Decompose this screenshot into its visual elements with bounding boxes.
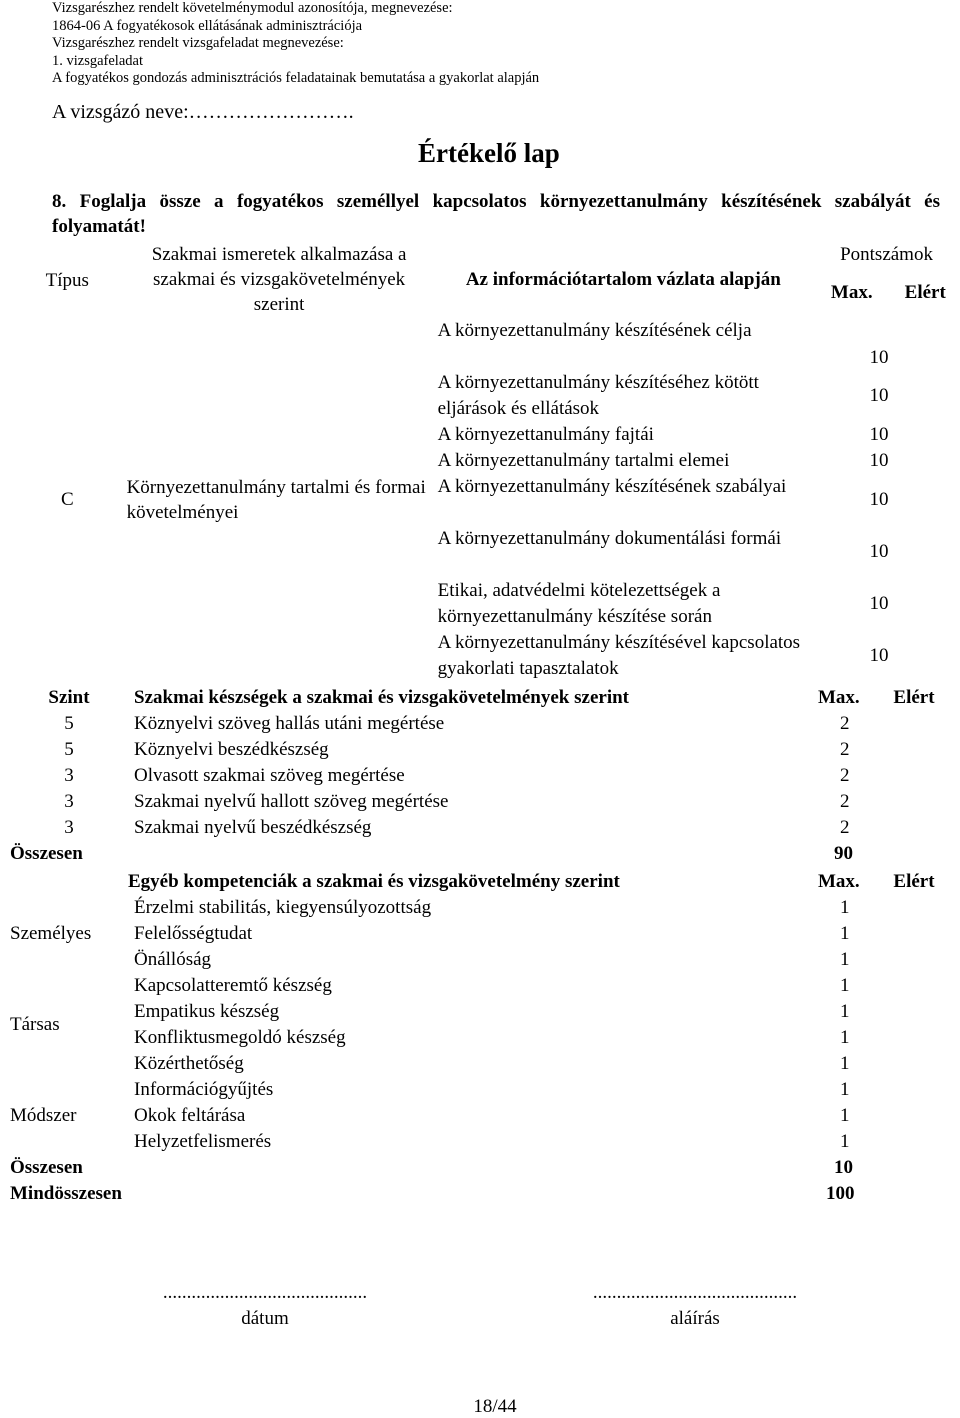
max-value: 10 bbox=[869, 450, 889, 471]
max-value: 10 bbox=[869, 645, 889, 667]
knowledge-value: Környezettanulmány tartalmi és formai követelményei bbox=[126, 476, 426, 523]
competency-achieved bbox=[874, 895, 954, 921]
competency-achieved bbox=[874, 947, 954, 973]
outline-item: A környezettanulmány dokumentálási formái bbox=[437, 528, 782, 549]
competency-achieved bbox=[874, 1051, 954, 1077]
header-line-5: A fogyatékos gondozás adminisztrációs feladatainak bemutatása a gyakorlat alapján bbox=[52, 70, 540, 87]
skills-row bbox=[10, 763, 954, 789]
max-value: 10 bbox=[869, 346, 889, 368]
task-statement: 8. Foglalja össze a fogyatékos személlyel kapcsolatos környezettanulmány készítésének szabályát és folyamatát! bbox=[52, 191, 940, 237]
competency-row bbox=[10, 895, 954, 921]
skill-max: 2 bbox=[840, 765, 850, 786]
skills-row bbox=[10, 737, 954, 763]
competency-max: 1 bbox=[840, 1105, 850, 1126]
competency-achieved bbox=[874, 921, 954, 947]
skills-header: Szakmai készségek a szakmai és vizsgakövetelmények szerint bbox=[134, 687, 629, 708]
skill-max: 2 bbox=[840, 791, 850, 812]
grand-total-max: 100 bbox=[826, 1183, 855, 1204]
achieved-value bbox=[890, 318, 960, 370]
document-header bbox=[52, 0, 539, 88]
skills-total-max: 90 bbox=[834, 843, 853, 864]
competency-max: 1 bbox=[840, 1027, 850, 1048]
max-value: 10 bbox=[869, 593, 889, 615]
skills-row bbox=[10, 711, 954, 737]
level-header: Szint bbox=[48, 687, 90, 708]
outline-item: A környezettanulmány fajtái bbox=[437, 424, 654, 445]
date-label: dátum bbox=[241, 1308, 289, 1329]
level-value: 3 bbox=[64, 817, 74, 838]
competency-row bbox=[10, 947, 954, 973]
level-value: 5 bbox=[64, 739, 74, 760]
knowledge-header: Szakmai ismeretek alkalmazása a szakmai és vizsgakövetelmények szerint bbox=[151, 244, 407, 315]
knowledge-table bbox=[10, 242, 960, 682]
date-signature-block bbox=[130, 1280, 400, 1332]
knowledge-header-row bbox=[10, 242, 960, 268]
type-value: C bbox=[60, 489, 74, 511]
competency-max: 1 bbox=[840, 897, 850, 918]
max-value: 10 bbox=[869, 541, 889, 563]
skill-name: Szakmai nyelvű beszédkészség bbox=[134, 817, 372, 838]
skills-achieved-header: Elért bbox=[893, 687, 935, 708]
competency-max: 1 bbox=[840, 1131, 850, 1152]
competency-row bbox=[10, 1077, 954, 1103]
group-social: Társas bbox=[10, 1014, 60, 1036]
competency-name: Helyzetfelismerés bbox=[134, 1131, 272, 1152]
competencies-header-row bbox=[10, 869, 954, 895]
competency-max: 1 bbox=[840, 923, 850, 944]
type-header: Típus bbox=[45, 269, 89, 291]
max-value: 10 bbox=[869, 385, 889, 407]
competencies-total-label: Összesen bbox=[10, 1157, 83, 1178]
max-value: 10 bbox=[869, 424, 889, 445]
skill-max: 2 bbox=[840, 713, 850, 734]
skills-total-row bbox=[10, 841, 954, 867]
header-line-2: 1864-06 A fogyatékosok ellátásának adminisztrációja bbox=[52, 17, 363, 34]
competency-max: 1 bbox=[840, 949, 850, 970]
competencies-table bbox=[10, 869, 954, 1207]
skill-achieved bbox=[874, 763, 954, 789]
competency-row bbox=[10, 1051, 954, 1077]
competency-name: Felelősségtudat bbox=[134, 923, 253, 944]
competency-name: Érzelmi stabilitás, kiegyensúlyozottság bbox=[134, 897, 432, 918]
skills-table bbox=[10, 685, 954, 867]
skill-name: Köznyelvi beszédkészség bbox=[134, 739, 329, 760]
competencies-total-max: 10 bbox=[834, 1157, 853, 1178]
knowledge-row bbox=[10, 318, 960, 370]
signature-field[interactable]: ........................................... bbox=[592, 1282, 798, 1303]
competency-name: Konfliktusmegoldó készség bbox=[134, 1027, 346, 1048]
competencies-total-achieved bbox=[874, 1155, 954, 1181]
competencies-header: Egyéb kompetenciák a szakmai és vizsgakövetelmény szerint bbox=[128, 871, 620, 892]
skill-name: Olvasott szakmai szöveg megértése bbox=[134, 765, 405, 786]
outline-item: A környezettanulmány készítéséhez kötött eljárások és ellátások bbox=[437, 372, 759, 419]
grand-total-row bbox=[10, 1181, 954, 1207]
competency-name: Okok feltárása bbox=[134, 1105, 246, 1126]
achieved-value bbox=[890, 578, 960, 630]
competency-achieved bbox=[874, 1103, 954, 1129]
skill-achieved bbox=[874, 789, 954, 815]
skills-max-header: Max. bbox=[818, 687, 860, 708]
signature-block bbox=[560, 1280, 830, 1332]
competency-name: Közérthetőség bbox=[134, 1053, 244, 1074]
competency-max: 1 bbox=[840, 975, 850, 996]
skill-achieved bbox=[874, 815, 954, 841]
skill-max: 2 bbox=[840, 739, 850, 760]
page-title: Értékelő lap bbox=[418, 138, 560, 168]
competency-name: Információgyűjtés bbox=[134, 1079, 274, 1100]
competencies-max-header: Max. bbox=[818, 871, 860, 892]
achieved-value bbox=[890, 526, 960, 578]
outline-item: A környezettanulmány készítésével kapcsolatos gyakorlati tapasztalatok bbox=[437, 632, 801, 679]
skills-header-row bbox=[10, 685, 954, 711]
level-value: 3 bbox=[64, 765, 74, 786]
competencies-achieved-header: Elért bbox=[893, 871, 935, 892]
competency-max: 1 bbox=[840, 1079, 850, 1100]
competency-achieved bbox=[874, 1129, 954, 1155]
outline-item: Etikai, adatvédelmi kötelezettségek a környezettanulmány készítése során bbox=[437, 580, 721, 627]
skills-total-achieved bbox=[874, 841, 954, 867]
skill-name: Szakmai nyelvű hallott szöveg megértése bbox=[134, 791, 449, 812]
outline-item: A környezettanulmány készítésének szabályai bbox=[437, 476, 787, 497]
grand-total-label: Mindösszesen bbox=[10, 1183, 122, 1204]
skill-achieved bbox=[874, 711, 954, 737]
skill-name: Köznyelvi szöveg hallás utáni megértése bbox=[134, 713, 445, 734]
competency-row bbox=[10, 973, 954, 999]
header-line-3: Vizsgarészhez rendelt vizsgafeladat megnevezése: bbox=[52, 35, 344, 52]
competency-achieved bbox=[874, 1025, 954, 1051]
competency-row bbox=[10, 1129, 954, 1155]
page-number: 18/44 bbox=[473, 1396, 517, 1417]
grand-total-achieved bbox=[874, 1181, 954, 1207]
group-personal: Személyes bbox=[10, 923, 92, 945]
outline-header: Az információtartalom vázlata alapján bbox=[465, 269, 781, 290]
level-value: 3 bbox=[64, 791, 74, 812]
achieved-value bbox=[890, 448, 960, 474]
competency-row bbox=[10, 999, 954, 1025]
competency-row bbox=[10, 1103, 954, 1129]
achieved-value bbox=[890, 630, 960, 682]
examinee-label: A vizsgázó neve: bbox=[52, 101, 189, 123]
competency-max: 1 bbox=[840, 1001, 850, 1022]
achieved-value bbox=[890, 370, 960, 422]
competency-row bbox=[10, 921, 954, 947]
competency-row bbox=[10, 1025, 954, 1051]
competency-name: Önállóság bbox=[134, 949, 212, 970]
competency-achieved bbox=[874, 999, 954, 1025]
points-header: Pontszámok bbox=[840, 244, 933, 265]
achieved-value bbox=[890, 474, 960, 526]
skill-achieved bbox=[874, 737, 954, 763]
outline-item: A környezettanulmány tartalmi elemei bbox=[437, 450, 730, 471]
date-field[interactable]: ........................................... bbox=[162, 1282, 368, 1303]
competency-max: 1 bbox=[840, 1053, 850, 1074]
level-value: 5 bbox=[64, 713, 74, 734]
skills-total-label: Összesen bbox=[10, 843, 83, 864]
competency-name: Empatikus készség bbox=[134, 1001, 280, 1022]
skills-row bbox=[10, 815, 954, 841]
outline-item: A környezettanulmány készítésének célja bbox=[437, 320, 752, 341]
achieved-header: Elért bbox=[904, 282, 946, 303]
group-method: Módszer bbox=[10, 1105, 77, 1127]
signature-label: aláírás bbox=[670, 1308, 720, 1329]
competency-achieved bbox=[874, 1077, 954, 1103]
examinee-name-field[interactable]: ……………………. bbox=[188, 101, 354, 123]
skill-max: 2 bbox=[840, 817, 850, 838]
header-line-1: Vizsgarészhez rendelt követelménymodul azonosítója, megnevezése: bbox=[52, 0, 453, 16]
examinee-name-line bbox=[52, 101, 354, 124]
max-header: Max. bbox=[830, 282, 873, 303]
header-line-4: 1. vizsgafeladat bbox=[52, 52, 143, 69]
skills-row bbox=[10, 789, 954, 815]
achieved-value bbox=[890, 422, 960, 448]
competency-achieved bbox=[874, 973, 954, 999]
competency-name: Kapcsolatteremtő készség bbox=[134, 975, 332, 996]
competencies-total-row bbox=[10, 1155, 954, 1181]
max-value: 10 bbox=[869, 489, 889, 511]
